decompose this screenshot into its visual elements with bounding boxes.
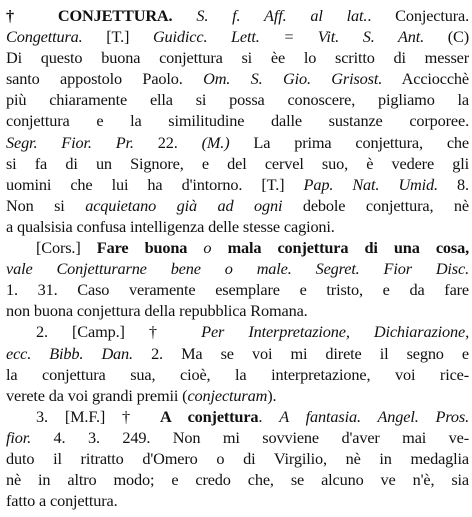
text-segment: Om. S. Gio. Grisost.: [203, 69, 383, 89]
text-segment: debole conjettura, nè: [282, 195, 469, 215]
text-segment: 2. [Camp.] †: [36, 322, 202, 342]
text-segment: acquietano già ad ogni: [85, 195, 283, 215]
text-segment: fior.: [6, 427, 32, 447]
text-segment: non buona conjettura della repubblica Romana.: [6, 301, 308, 321]
text-line: [6, 279, 469, 300]
text-segment: conjecturam: [187, 385, 268, 405]
text-segment: S. f. Aff. al lat.: [196, 6, 368, 25]
text-segment: 22.: [133, 132, 202, 152]
text-segment: mala conjettura di una cosa,: [211, 238, 469, 258]
text-segment: [Cors.]: [36, 238, 97, 258]
text-line: [6, 174, 469, 195]
text-segment: Di questo buona conjettura si èe lo scritto di messer: [6, 48, 469, 68]
text-line: [6, 216, 469, 237]
text-segment: santo appostolo Paolo.: [6, 69, 204, 89]
text-segment: nè in altro modo; e credo che, se alcuno ve n'è, sia: [6, 470, 469, 490]
text-line: [6, 427, 469, 448]
text-line: [6, 490, 469, 511]
text-segment: 2. Ma se voi mi direte il segno e: [132, 343, 469, 363]
text-line: [6, 364, 469, 385]
text-line: [6, 258, 469, 279]
text-line: [6, 47, 469, 68]
text-segment: .: [168, 6, 197, 25]
text-line: [6, 469, 469, 490]
text-line: [6, 68, 469, 89]
text-segment: 8.: [437, 174, 469, 194]
text-segment: duto il ritratto d'Omero o di Virgilio, nè in medaglia: [6, 448, 469, 468]
text-segment: conjettura e la similitudine dalle sustanze corporee.: [6, 111, 469, 131]
text-segment: Segr. Fior. Pr.: [6, 132, 134, 152]
text-segment: Per Interpretazione, Dichiarazione,: [201, 322, 469, 342]
text-segment: Fare buona: [96, 238, 204, 258]
text-segment: Pap. Nat. Umid.: [303, 174, 438, 194]
text-line: [6, 110, 469, 131]
text-segment: si fa di un Signore, e del cervel suo, è vedere gli: [6, 153, 469, 173]
text-segment: Acciocchè: [382, 69, 469, 89]
text-segment: ecc. Bibb. Dan.: [6, 343, 133, 363]
text-segment: (M.): [201, 132, 230, 152]
text-segment: CONJETTURA: [57, 6, 169, 25]
text-segment: .: [258, 406, 280, 426]
text-segment: (C): [424, 27, 469, 47]
text-segment: la conjettura sua, cioè, la interpretazione, voi rice-: [6, 364, 469, 384]
text-segment: uomini che lui ha d'intorno. [T.]: [6, 174, 304, 194]
text-segment: †: [6, 6, 58, 25]
text-segment: più chiaramente ella si possa conoscere, pigliamo la: [6, 90, 469, 110]
text-line: [6, 343, 469, 364]
text-segment: a qualsisia confusa intelligenza delle stesse cagioni.: [6, 216, 335, 236]
text-segment: 1. 31. Caso veramente esemplare e tristo, e da fare: [6, 280, 469, 300]
text-line: [6, 26, 469, 47]
text-line: [6, 300, 469, 321]
text-segment: verete da voi grandi premii (: [6, 385, 188, 405]
text-segment: A fantasia. Angel. Pros.: [279, 406, 469, 426]
text-line: [6, 237, 469, 258]
text-line: [6, 5, 469, 26]
text-segment: Non si: [6, 195, 86, 215]
text-segment: A conjettura: [159, 406, 259, 426]
text-line: [6, 89, 469, 110]
text-line: [6, 321, 469, 342]
text-segment: 4. 3. 249. Non mi sovviene d'aver mai ve-: [31, 427, 469, 447]
text-line: [6, 153, 469, 174]
text-line: [6, 448, 469, 469]
text-line: [6, 385, 469, 406]
text-segment: o: [203, 238, 212, 258]
text-segment: Guidicc. Lett. = Vit. S. Ant.: [152, 27, 425, 47]
text-segment: fatto a conjettura.: [6, 491, 118, 511]
text-segment: 3. [M.F.] †: [36, 406, 160, 426]
text-line: [6, 132, 469, 153]
text-line: [6, 195, 469, 216]
text-segment: [T.]: [82, 27, 153, 47]
text-segment: . Conjectura.: [367, 6, 469, 25]
text-segment: vale Conjetturarne bene o male. Segret. Fior Disc.: [6, 259, 469, 279]
text-line: [6, 406, 469, 427]
text-segment: Congettura.: [6, 27, 83, 47]
text-segment: ).: [267, 385, 277, 405]
text-segment: La prima conjettura, che: [229, 132, 469, 152]
